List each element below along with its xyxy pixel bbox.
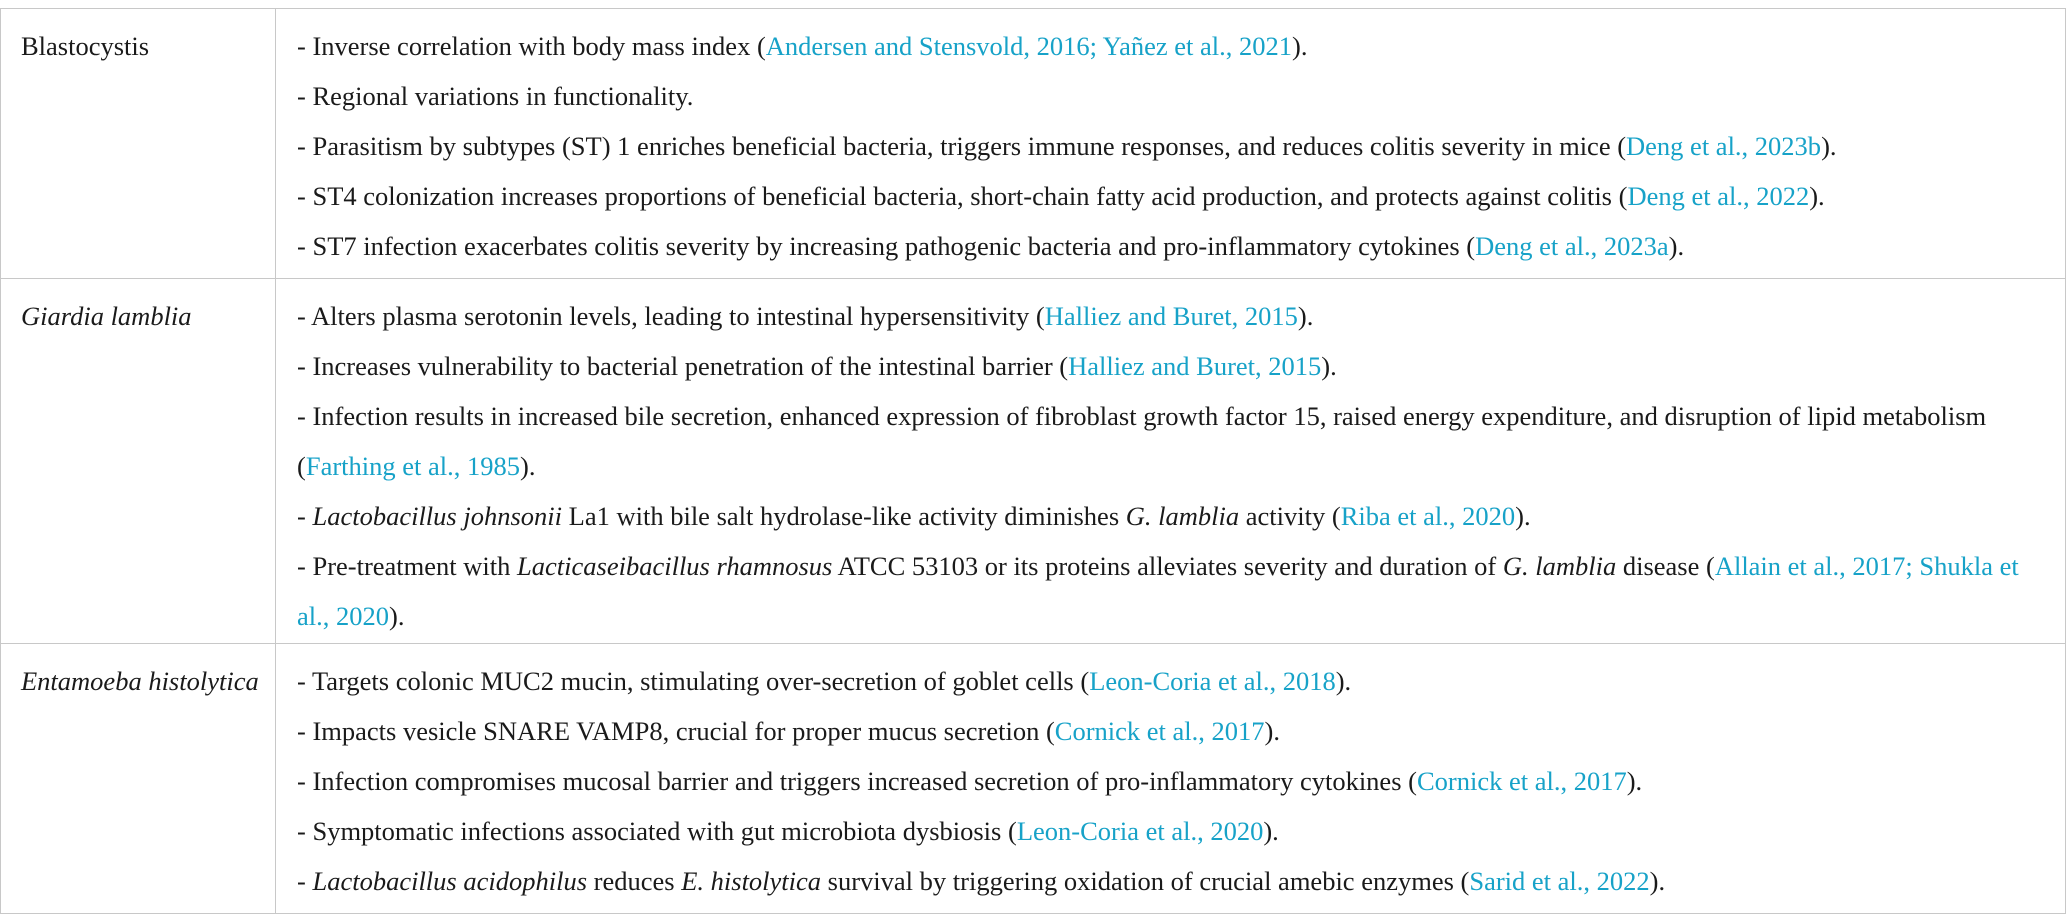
effect-text: ). bbox=[389, 601, 405, 631]
citation-link[interactable]: Halliez and Buret, 2015 bbox=[1044, 301, 1298, 331]
effect-item bbox=[297, 706, 2045, 756]
effect-text: disease ( bbox=[1616, 551, 1715, 581]
effect-item bbox=[297, 391, 2045, 491]
organism-cell bbox=[1, 279, 276, 644]
effect-text: ). bbox=[1821, 131, 1837, 161]
effect-item bbox=[297, 541, 2045, 641]
effect-item bbox=[297, 171, 2045, 221]
effects-cell bbox=[276, 644, 2066, 914]
citation-link[interactable]: Andersen and Stensvold, 2016; Yañez et al., 2021 bbox=[765, 31, 1293, 61]
table-row bbox=[1, 9, 2066, 279]
effect-item bbox=[297, 856, 2045, 906]
table-body bbox=[1, 9, 2066, 914]
effect-text: - ST4 colonization increases proportions of beneficial bacteria, short-chain fatty acid production, and protects against colitis ( bbox=[297, 181, 1628, 211]
effect-text: ). bbox=[1626, 766, 1643, 796]
organism-name: Blastocystis bbox=[21, 31, 150, 61]
citation-link[interactable]: Cornick et al., 2017 bbox=[1054, 716, 1265, 746]
effect-text: - bbox=[297, 501, 313, 531]
effect-text: ). bbox=[520, 451, 536, 481]
effect-text: ). bbox=[1264, 716, 1280, 746]
citation-link[interactable]: Deng et al., 2022 bbox=[1627, 181, 1810, 211]
effect-text: - Alters plasma serotonin levels, leading to intestinal hypersensitivity ( bbox=[297, 301, 1045, 331]
effect-text: - Inverse correlation with body mass index ( bbox=[297, 31, 766, 61]
species-name: G. lamblia bbox=[1502, 551, 1617, 581]
citation-link[interactable]: Leon-Coria et al., 2020 bbox=[1016, 816, 1264, 846]
effect-text: - Infection results in increased bile secretion, enhanced expression of fibroblast growth factor 15, raised energy expenditure, and disruption of lipid metabolism ( bbox=[297, 401, 1987, 481]
species-name: E. histolytica bbox=[681, 866, 822, 896]
species-name: Lactobacillus acidophilus bbox=[312, 866, 588, 896]
citation-link[interactable]: Farthing et al., 1985 bbox=[305, 451, 521, 481]
effect-text: - Symptomatic infections associated with gut microbiota dysbiosis ( bbox=[297, 816, 1017, 846]
effect-text: ATCC 53103 or its proteins alleviates severity and duration of bbox=[832, 551, 1503, 581]
organism-name: Giardia lamblia bbox=[21, 301, 192, 331]
citation-link[interactable]: Cornick et al., 2017 bbox=[1416, 766, 1627, 796]
effect-item bbox=[297, 491, 2045, 541]
effect-text: ). bbox=[1321, 351, 1337, 381]
organism-cell bbox=[1, 644, 276, 914]
effect-text: ). bbox=[1668, 231, 1685, 261]
citation-link[interactable]: Halliez and Buret, 2015 bbox=[1068, 351, 1322, 381]
effect-text: ). bbox=[1297, 301, 1314, 331]
effect-text: ). bbox=[1263, 816, 1279, 846]
effect-text: - Impacts vesicle SNARE VAMP8, crucial for proper mucus secretion ( bbox=[297, 716, 1055, 746]
effect-text: ). bbox=[1809, 181, 1825, 211]
citation-link[interactable]: Riba et al., 2020 bbox=[1340, 501, 1516, 531]
effect-text: ). bbox=[1515, 501, 1531, 531]
effect-text: - Pre-treatment with bbox=[297, 551, 518, 581]
table-row bbox=[1, 279, 2066, 644]
effect-item bbox=[297, 656, 2045, 706]
citation-link[interactable]: Leon-Coria et al., 2018 bbox=[1089, 666, 1336, 696]
effect-text: - Regional variations in functionality. bbox=[297, 81, 694, 111]
species-name: Lacticaseibacillus rhamnosus bbox=[517, 551, 833, 581]
citation-link[interactable]: Sarid et al., 2022 bbox=[1469, 866, 1650, 896]
organism-cell bbox=[1, 9, 276, 279]
effect-item bbox=[297, 121, 2045, 171]
effect-text: ). bbox=[1649, 866, 1666, 896]
effect-text: ). bbox=[1292, 31, 1308, 61]
table-row bbox=[1, 644, 2066, 914]
effect-item bbox=[297, 291, 2045, 341]
effect-text: reduces bbox=[587, 866, 682, 896]
effect-item bbox=[297, 806, 2045, 856]
effect-item bbox=[297, 221, 2045, 271]
citation-link[interactable]: Allain et al., 2017; Shukla et al., 2020 bbox=[297, 551, 2019, 631]
effect-text: ). bbox=[1335, 666, 1352, 696]
effect-text: - ST7 infection exacerbates colitis severity by increasing pathogenic bacteria and pro-inflammatory cytokines ( bbox=[297, 231, 1476, 261]
effect-text: - Infection compromises mucosal barrier and triggers increased secretion of pro-inflammatory cytokines ( bbox=[297, 766, 1417, 796]
effect-text: activity ( bbox=[1239, 501, 1341, 531]
effects-cell bbox=[276, 279, 2066, 644]
effect-text: - Parasitism by subtypes (ST) 1 enriches beneficial bacteria, triggers immune responses, and reduces colitis severity in mice ( bbox=[297, 131, 1627, 161]
organism-name: Entamoeba histolytica bbox=[21, 666, 259, 696]
effects-cell bbox=[276, 9, 2066, 279]
effect-text: - Targets colonic MUC2 mucin, stimulating over-secretion of goblet cells ( bbox=[297, 666, 1090, 696]
effect-text: La1 with bile salt hydrolase-like activity diminishes bbox=[562, 501, 1126, 531]
citation-link[interactable]: Deng et al., 2023b bbox=[1626, 131, 1822, 161]
effect-item bbox=[297, 756, 2045, 806]
effect-item bbox=[297, 71, 2045, 121]
citation-link[interactable]: Deng et al., 2023a bbox=[1475, 231, 1669, 261]
parasite-effects-table bbox=[0, 8, 2066, 914]
species-name: G. lamblia bbox=[1125, 501, 1240, 531]
effect-text: survival by triggering oxidation of crucial amebic enzymes ( bbox=[821, 866, 1470, 896]
effect-item bbox=[297, 341, 2045, 391]
species-name: Lactobacillus johnsonii bbox=[312, 501, 563, 531]
effect-text: - bbox=[297, 866, 313, 896]
effect-item bbox=[297, 21, 2045, 71]
effect-text: - Increases vulnerability to bacterial penetration of the intestinal barrier ( bbox=[297, 351, 1069, 381]
